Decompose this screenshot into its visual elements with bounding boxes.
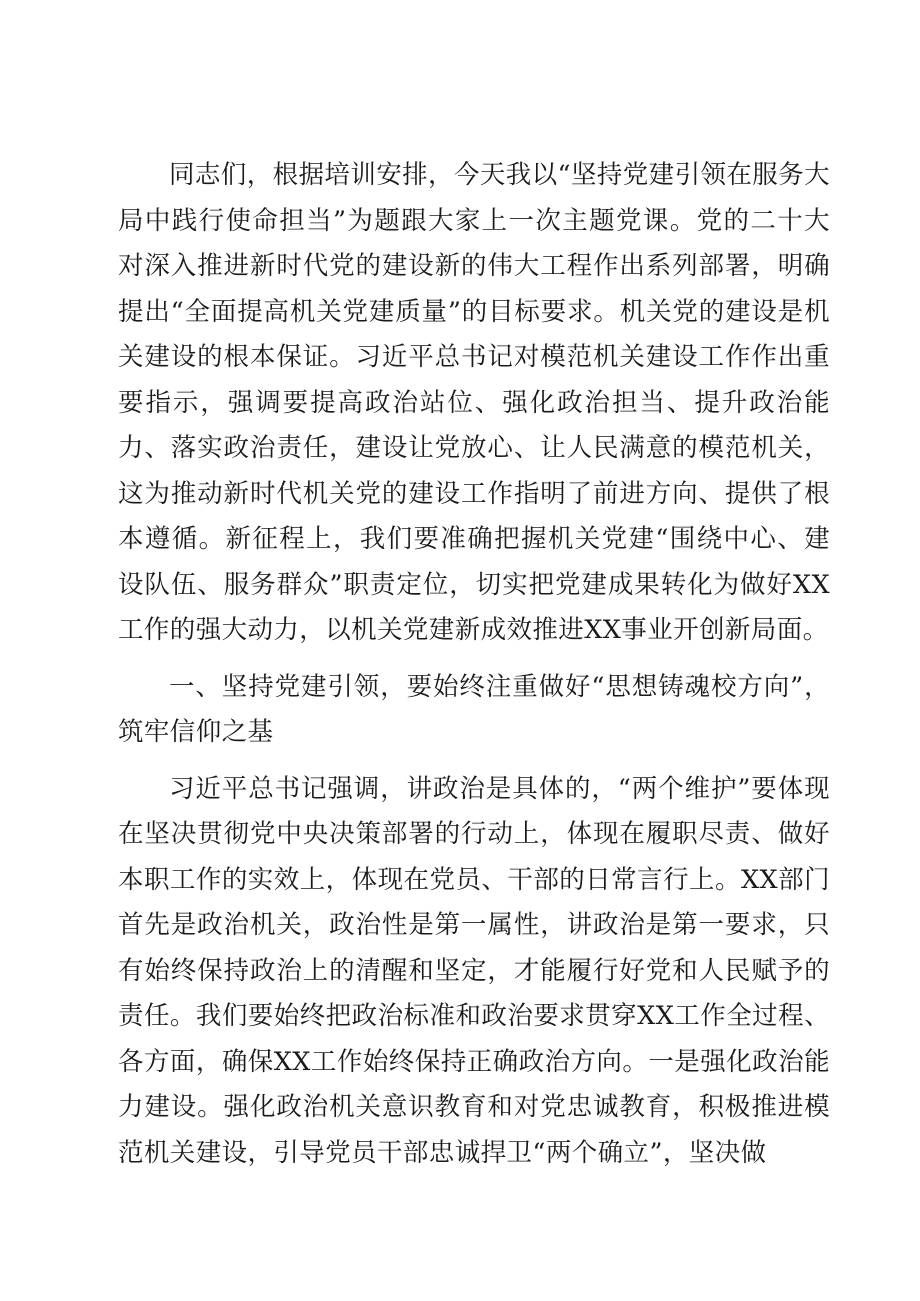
document-body bbox=[118, 153, 830, 1187]
section-heading-1: 一、坚持党建引领，要始终注重做好“思想铸魂校方向”，筑牢信仰之基 bbox=[118, 671, 830, 747]
section-1-paragraph: 习近平总书记强调，讲政治是具体的，“两个维护”要体现在坚决贯彻党中央决策部署的行动上，体现在履职尽责、做好本职工作的实效上，体现在党员、干部的日常言行上。XX部门首先是政治机关，政治性是第一属性，讲政治是第一要求，只有始终保持政治上的清醒和坚定，才能履行好党和人民赋予的责任。我们要始终把政治标准和政治要求贯穿XX工作全过程、各方面，确保XX工作始终保持正确政治方向。一是强化政治能力建设。强化政治机关意识教育和对党忠诚教育，积极推进模范机关建设，引导党员干部忠诚捍卫“两个确立”，坚决做 bbox=[118, 773, 830, 1168]
intro-paragraph: 同志们，根据培训安排，今天我以“坚持党建引领在服务大局中践行使命担当”为题跟大家上一次主题党课。党的二十大对深入推进新时代党的建设新的伟大工程作出系列部署，明确提出“全面提高机关党建质量”的目标要求。机关党的建设是机关建设的根本保证。习近平总书记对模范机关建设工作作出重要指示，强调要提高政治站位、强化政治担当、提升政治能力、落实政治责任，建设让党放心、让人民满意的模范机关，这为推动新时代机关党的建设工作指明了前进方向、提供了根本遵循。新征程上，我们要准确把握机关党建“围绕中心、建设队伍、服务群众”职责定位，切实把党建成果转化为做好XX工作的强大动力，以机关党建新成效推进XX事业开创新局面。 bbox=[118, 160, 830, 645]
